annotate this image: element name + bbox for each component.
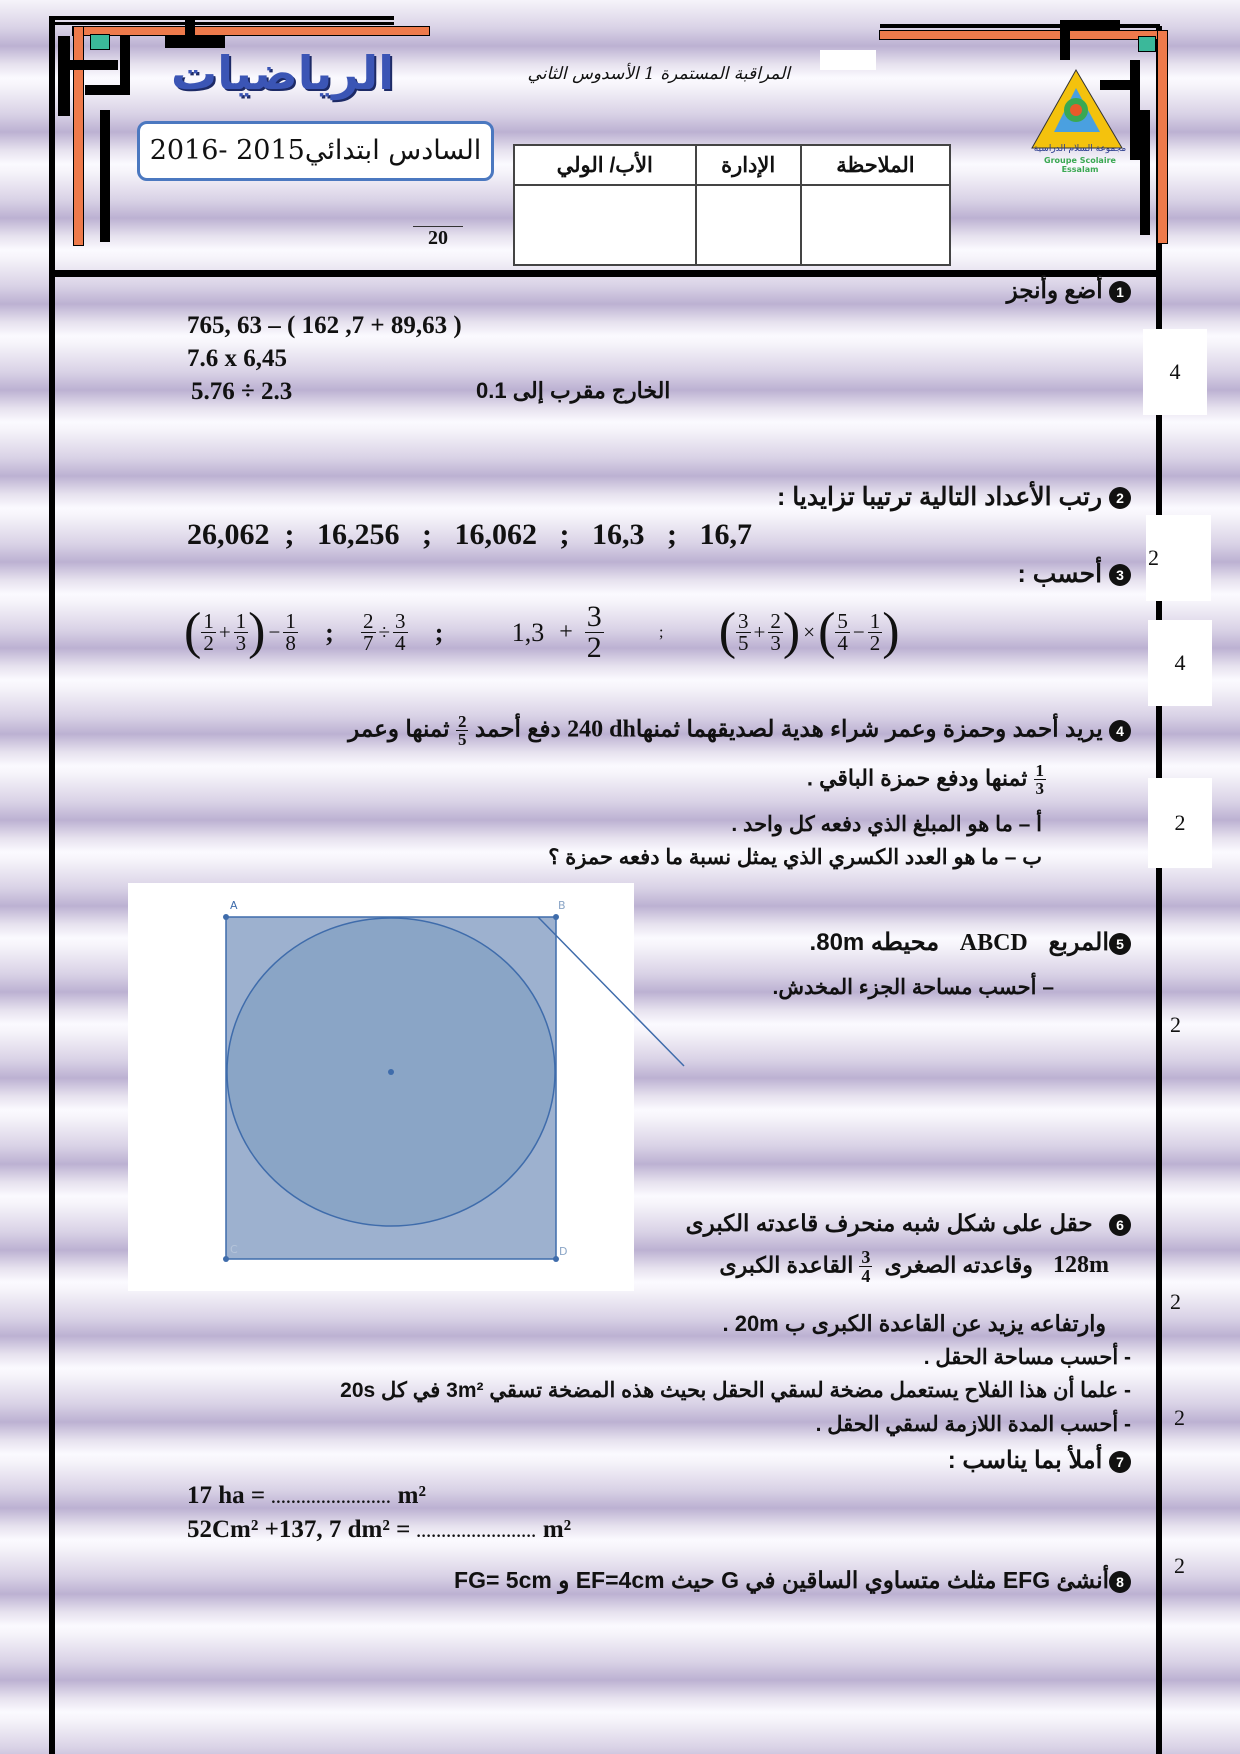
ex4-fraction-ahmad: $\frac{2}{5}$ [457,712,467,749]
vertex-label-d: D [559,1245,568,1258]
vertex-label-c: C [230,1243,238,1256]
total-score: 20 [413,226,463,250]
ex7-number: 7 [1109,1451,1131,1473]
ex5-number: 5 [1109,933,1131,955]
ex5-question: – أحسب مساحة الجزء المخدش. [772,976,1054,999]
ex6-question1: - أحسب مساحة الحقل . [923,1346,1131,1369]
score-ex6a: 2 [1170,1289,1181,1314]
ex1-number: 1 [1109,281,1131,303]
logo-text-fr: Groupe Scolaire Essalam [1044,156,1116,174]
ex1-title-text: أضع وأنجز [1006,277,1103,303]
header-administration: الإدارة [696,145,801,185]
ex6-question3: - أحسب المدة اللازمة لسقي الحقل . [815,1413,1131,1436]
ex3-expr1: ( $\frac{1}{2}$ + $\frac{1}{3}$ ) − $\frac{1}{8}$ [184,603,296,661]
ex1-title [1007,277,1131,304]
score-ex3: 4 [1148,620,1212,706]
ex3-sep1: ; [325,617,334,647]
ex7-title: 7 أملأ بما يناسب : [948,1446,1131,1475]
ex7-blank2[interactable]: ........................ [416,1524,537,1541]
ex7-line1: 17 ha = ........................ m² [187,1482,426,1509]
vertex-label-b: B [558,899,566,912]
ex4-question-a: أ – ما هو المبلغ الذي دفعه كل واحد . [731,813,1042,836]
ex2-numbers: 26,062 ; 16,256 ; 16,062 ; 16,3 ; 16,7 [187,518,752,551]
ex6-number: 6 [1109,1214,1131,1236]
ex2-title-text: رتب الأعداد التالية ترتيبا تزايديا : [777,483,1103,511]
ex6-fraction: $\frac{3}{4}$ [861,1247,871,1286]
logo-text-ar: مجموعة السلام الدراسية [1033,144,1127,154]
corner-square-left [90,34,110,50]
ex2-title [777,482,1131,512]
score-ex6b: 2 [1174,1405,1185,1430]
school-logo [1030,68,1130,174]
ex4-question-b: ب – ما هو العدد الكسري الذي يمثل نسبة ما دفعه حمزة ؟ [548,846,1042,869]
score-ex2: 2 [1146,515,1211,601]
ex1-note: الخارج مقرب إلى 0.1 [476,378,671,403]
parent-signature-cell[interactable] [514,185,696,265]
ex3-expressions [184,602,900,663]
ex1-line1: 765, 63 – ( 162 ,7 + 89,63 ) [187,312,462,339]
administration-signature-cell[interactable] [696,185,801,265]
ex5-figure [128,883,634,1291]
score-ex1: 4 [1143,329,1207,415]
score-ex7: 2 [1174,1553,1185,1578]
ex3-expr4: ( $\frac{3}{5}$ + $\frac{2}{3}$ ) ×( $\frac{5}{4}$ − $\frac{1}{2}$ ) [718,603,900,661]
ex3-sep2: ; [434,617,444,647]
ex1-line2: 7.6 x 6,45 [187,345,287,372]
remark-cell[interactable] [801,185,950,265]
ex3-title-text: أحسب : [1017,560,1103,588]
header-remark: الملاحظة [801,145,950,185]
ex8-title: 8أنشئ EFG مثلث متساوي الساقين في G حيث EF=4cm و FG= 5cm [454,1567,1131,1594]
ex3-number: 3 [1109,564,1131,586]
ex6-line1: 6 حقل على شكل شبه منحرف قاعدته الكبرى [686,1210,1131,1237]
ex3-title [1018,559,1131,589]
vertex-label-a: A [230,899,238,912]
corner-square-right [1138,36,1156,52]
ex6-line2: 128m وقاعدته الصغرى $\frac{3}{4}$ القاعدة الكبرى [719,1247,1109,1286]
ex3-expr2: $\frac{2}{7}$ ÷ $\frac{3}{4}$ [363,609,406,655]
ex5-square-name: ABCD [959,930,1028,956]
score-ex4: 2 [1148,778,1212,868]
signature-table [513,144,951,266]
ex4-number: 4 [1109,720,1131,742]
subject-title: الرياضيات [171,46,394,100]
square-circle-diagram [128,883,688,1291]
ex6-question2: - علما أن هذا الفلاح يستعمل مضخة لسقي الحقل بحيث هذه المضخة تسقي 3m² في كل 20s [340,1379,1131,1402]
exam-title: المراقبة المستمرة 1 الأسدوس الثاني [527,64,790,84]
ex4-line2: $\frac{1}{3}$ ثمنها ودفع حمزة الباقي . [806,761,1044,798]
score-ex5: 2 [1170,1012,1181,1037]
header-parent: الأب/ الولي [514,145,696,185]
ex2-number: 2 [1109,487,1131,509]
ex8-number: 8 [1109,1571,1131,1593]
class-year-box [137,121,494,181]
ex4-fraction-omar: $\frac{1}{3}$ [1035,761,1044,798]
ex3-expr3: 1,3 + $\frac{3}{2}$ [511,600,602,664]
ex4-price: 240 dh [567,716,636,743]
class-year: السادس ابتدائي2015 -2016 [149,135,482,166]
ex4-title: 4 يريد أحمد وحمزة وعمر شراء هدية لصديقهما ثمنها240 dh دفع أحمد $\frac{2}{5}$ ثمنها وعمر [348,713,1131,748]
ex7-line2: 52Cm² +137, 7 dm² = ........................ m² [187,1516,572,1543]
ex3-sep3: ; [659,623,664,641]
ex7-blank1[interactable]: ........................ [271,1490,392,1507]
ex1-line3: 5.76 ÷ 2.3 [191,378,293,405]
ex6-line3: وارتفاعه يزيد عن القاعدة الكبرى ب 20m . [722,1311,1106,1336]
ex5-title: 5المربع ABCD محيطه 80m. [810,928,1131,957]
